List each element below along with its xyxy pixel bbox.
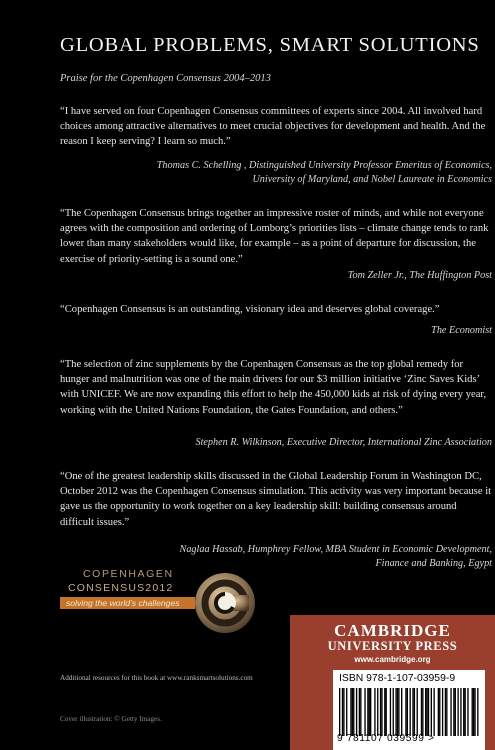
barcode-number: 9 781107 039599 > [337,733,435,744]
isbn-label: ISBN 978-1-107-03959-9 [339,673,456,684]
barcode-icon [339,688,480,736]
logo-tagline: solving the world’s challenges [66,598,180,608]
attribution-line: Stephen R. Wilkinson, Executive Director, International Zinc Association [195,437,492,448]
attribution-line: Finance and Banking, Egypt [375,557,492,569]
attribution-line: Thomas C. Schelling , Distinguished University Professor Emeritus of Economics, [156,160,492,171]
copenhagen-consensus-logo [60,568,260,638]
praise-heading: Praise for the Copenhagen Consensus 2004–2013 [60,73,271,84]
publisher-url: www.cambridge.org [354,655,431,664]
quote-attribution [72,543,492,570]
quote-text: “Copenhagen Consensus is an outstanding, visionary idea and deserves global coverage.” [60,304,440,315]
attribution-line: University of Maryland, and Nobel Laureate in Economics [252,173,492,185]
quote-attribution [72,159,492,186]
logo-line2: CONSENSUS2012 [68,582,174,594]
quote-attribution [72,324,492,338]
attribution-line: The Economist [431,325,492,336]
resources-note: Additional resources for this book at www.ranksmartsolutions.com [60,674,253,682]
quote-text: “One of the greatest leadership skills discussed in the Global Leadership Forum in Washington DC, October 2012 was the Copenhagen Consensus simulation. This activity was very important because it gave us the opportunity to work together on a key leadership skill: building consensus around difficult issues.” [60,471,492,528]
quote-attribution [72,269,492,283]
quote-text: “The Copenhagen Consensus brings together an impressive roster of minds, and while not everyone agrees with the composition and ordering of Lomborg’s priorities lists – climate change tends to rank lower than many stakeholders would like, for example – as a point of departure for discussion, the exercise of priority-setting is a sound one.” [60,208,489,265]
logo-emblem-icon [193,571,257,635]
quote-attribution [72,436,492,450]
publisher-name: CAMBRIDGE [334,621,451,640]
barcode-panel [333,670,485,750]
attribution-line: Naglaa Hassab, Humphrey Fellow, MBA Student in Economic Development, [179,544,492,555]
book-series-title: GLOBAL PROBLEMS, SMART SOLUTIONS [60,34,480,56]
logo-line1: COPENHAGEN [83,568,174,580]
publisher-press: UNIVERSITY PRESS [327,639,458,653]
attribution-line: Tom Zeller Jr., The Huffington Post [347,270,492,281]
quote-text: “The selection of zinc supplements by the Copenhagen Consensus as the top global remedy for hunger and malnutrition was one of the main drivers for our $3 million initiative ‘Zinc Saves Kids’ with UNICEF. We are now expanding this effort to help the 450,000 kids at risk of dying every year, working with the United Nations Foundation, the Gates Foundation, and others.” [60,359,487,416]
quote-text: “I have served on four Copenhagen Consensus committees of experts since 2004. All involved hard choices among attractive alternatives to meet crucial objectives for development and health. And the reason I keep serving? I learn so much.” [60,106,486,148]
cover-illustration-credit: Cover illustration: © Getty Images. [60,715,162,723]
logo-tagline-bar [60,597,195,609]
